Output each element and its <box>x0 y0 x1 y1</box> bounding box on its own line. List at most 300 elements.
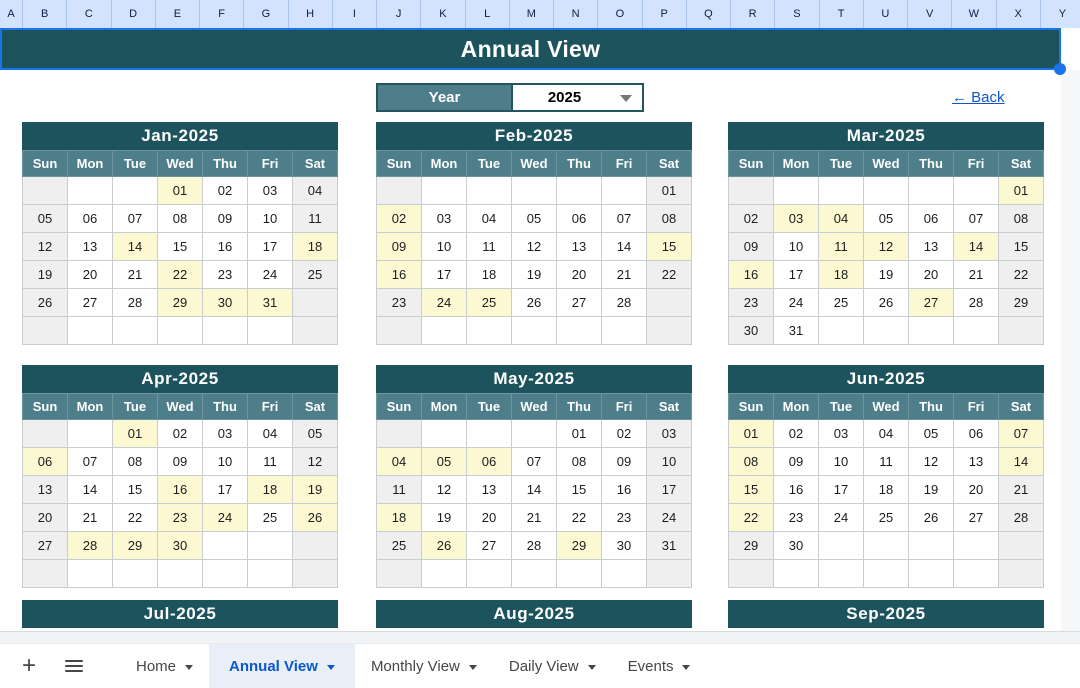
day-cell[interactable]: 07 <box>954 205 999 233</box>
day-cell[interactable]: 04 <box>377 448 422 476</box>
day-header: Wed <box>864 394 909 420</box>
day-cell[interactable] <box>954 532 999 560</box>
day-cell[interactable] <box>954 177 999 205</box>
day-cell[interactable] <box>293 317 338 345</box>
tab-label: Monthly View <box>370 657 460 675</box>
day-cell[interactable]: 06 <box>909 205 954 233</box>
day-cell[interactable]: 26 <box>512 289 557 317</box>
day-cell[interactable]: 11 <box>293 205 338 233</box>
day-cell[interactable]: 22 <box>113 504 158 532</box>
day-cell[interactable]: 16 <box>774 476 819 504</box>
day-cell[interactable] <box>602 560 647 588</box>
day-cell[interactable]: 29 <box>999 289 1044 317</box>
day-cell[interactable]: 11 <box>377 476 422 504</box>
day-cell[interactable]: 12 <box>293 448 338 476</box>
day-cell[interactable] <box>602 317 647 345</box>
day-cell[interactable]: 20 <box>909 261 954 289</box>
day-cell[interactable]: 02 <box>729 205 774 233</box>
day-cell[interactable]: 27 <box>909 289 954 317</box>
column-header-cell[interactable]: O <box>598 0 642 28</box>
day-cell[interactable] <box>909 532 954 560</box>
day-cell[interactable] <box>23 560 68 588</box>
day-cell[interactable] <box>819 560 864 588</box>
day-cell[interactable]: 14 <box>602 233 647 261</box>
column-header-cell[interactable]: E <box>156 0 200 28</box>
day-cell[interactable]: 13 <box>909 233 954 261</box>
day-cell[interactable]: 16 <box>377 261 422 289</box>
selection-handle[interactable] <box>1054 63 1066 75</box>
day-cell[interactable]: 19 <box>909 476 954 504</box>
day-cell[interactable] <box>557 177 602 205</box>
day-cell[interactable]: 25 <box>248 504 293 532</box>
day-header: Sun <box>23 151 68 177</box>
day-cell[interactable] <box>293 560 338 588</box>
day-cell[interactable]: 05 <box>512 205 557 233</box>
day-cell[interactable]: 01 <box>729 420 774 448</box>
month-block <box>22 600 338 628</box>
day-cell[interactable] <box>377 560 422 588</box>
day-cell[interactable] <box>864 317 909 345</box>
day-cell[interactable]: 03 <box>819 420 864 448</box>
day-cell[interactable] <box>248 532 293 560</box>
day-cell[interactable]: 14 <box>999 448 1044 476</box>
day-cell[interactable]: 15 <box>999 233 1044 261</box>
day-cell[interactable]: 23 <box>729 289 774 317</box>
day-cell[interactable]: 07 <box>113 205 158 233</box>
day-cell[interactable]: 01 <box>113 420 158 448</box>
day-cell[interactable] <box>512 560 557 588</box>
day-cell[interactable] <box>68 177 113 205</box>
tab-daily-view[interactable] <box>493 644 612 688</box>
day-cell[interactable]: 30 <box>729 317 774 345</box>
month-table <box>728 393 1044 588</box>
day-cell[interactable]: 13 <box>23 476 68 504</box>
day-cell[interactable]: 14 <box>68 476 113 504</box>
day-cell[interactable]: 09 <box>774 448 819 476</box>
day-cell[interactable]: 29 <box>158 289 203 317</box>
day-cell[interactable]: 05 <box>909 420 954 448</box>
day-cell[interactable]: 02 <box>158 420 203 448</box>
day-cell[interactable] <box>158 317 203 345</box>
day-cell[interactable]: 05 <box>23 205 68 233</box>
day-cell[interactable]: 19 <box>422 504 467 532</box>
add-sheet-button[interactable] <box>12 644 46 688</box>
day-cell[interactable]: 06 <box>23 448 68 476</box>
day-cell[interactable]: 28 <box>512 532 557 560</box>
day-cell[interactable]: 28 <box>602 289 647 317</box>
day-header: Fri <box>248 394 293 420</box>
day-cell[interactable]: 16 <box>203 233 248 261</box>
day-cell[interactable]: 02 <box>377 205 422 233</box>
day-cell[interactable]: 21 <box>113 261 158 289</box>
column-header-cell[interactable]: B <box>23 0 67 28</box>
day-cell[interactable]: 10 <box>819 448 864 476</box>
title-bar[interactable] <box>0 28 1061 70</box>
day-cell[interactable]: 07 <box>999 420 1044 448</box>
day-cell[interactable] <box>422 560 467 588</box>
day-cell[interactable]: 23 <box>774 504 819 532</box>
day-cell[interactable]: 13 <box>557 233 602 261</box>
column-header-cell[interactable]: A <box>0 0 23 28</box>
day-cell[interactable]: 22 <box>557 504 602 532</box>
day-cell[interactable]: 18 <box>293 233 338 261</box>
day-cell[interactable]: 26 <box>422 532 467 560</box>
day-cell[interactable]: 23 <box>377 289 422 317</box>
tab-events[interactable] <box>612 644 707 688</box>
day-cell[interactable]: 08 <box>557 448 602 476</box>
month-table <box>728 150 1044 345</box>
column-header-cell[interactable]: K <box>421 0 465 28</box>
day-cell[interactable] <box>203 560 248 588</box>
day-cell[interactable] <box>954 317 999 345</box>
day-cell[interactable]: 26 <box>909 504 954 532</box>
day-cell[interactable]: 08 <box>647 205 692 233</box>
column-header-cell[interactable]: S <box>775 0 819 28</box>
day-cell[interactable] <box>23 317 68 345</box>
day-cell[interactable] <box>293 289 338 317</box>
column-header-cell[interactable]: C <box>67 0 111 28</box>
day-cell[interactable] <box>467 177 512 205</box>
day-cell[interactable]: 15 <box>158 233 203 261</box>
column-header-cell[interactable]: H <box>289 0 333 28</box>
day-cell[interactable]: 13 <box>467 476 512 504</box>
day-cell[interactable] <box>422 317 467 345</box>
day-cell[interactable]: 17 <box>248 233 293 261</box>
day-cell[interactable]: 22 <box>647 261 692 289</box>
day-cell[interactable]: 04 <box>864 420 909 448</box>
day-cell[interactable]: 12 <box>864 233 909 261</box>
day-cell[interactable] <box>68 317 113 345</box>
day-cell[interactable]: 20 <box>23 504 68 532</box>
day-cell[interactable]: 16 <box>729 261 774 289</box>
column-header-cell[interactable]: V <box>908 0 952 28</box>
day-cell[interactable]: 05 <box>864 205 909 233</box>
day-cell[interactable]: 28 <box>68 532 113 560</box>
day-cell[interactable]: 31 <box>774 317 819 345</box>
day-cell[interactable]: 24 <box>248 261 293 289</box>
day-cell[interactable]: 03 <box>774 205 819 233</box>
day-cell[interactable] <box>248 317 293 345</box>
day-cell[interactable]: 08 <box>113 448 158 476</box>
day-cell[interactable]: 12 <box>23 233 68 261</box>
day-cell[interactable]: 21 <box>602 261 647 289</box>
day-cell[interactable]: 07 <box>602 205 647 233</box>
day-cell[interactable]: 01 <box>557 420 602 448</box>
day-cell[interactable]: 29 <box>113 532 158 560</box>
column-header-cell[interactable]: L <box>466 0 510 28</box>
tab-annual-view[interactable] <box>209 644 355 688</box>
day-cell[interactable] <box>647 560 692 588</box>
day-cell[interactable]: 18 <box>864 476 909 504</box>
day-cell[interactable] <box>203 532 248 560</box>
day-cell[interactable] <box>729 560 774 588</box>
day-cell[interactable]: 11 <box>819 233 864 261</box>
day-cell[interactable]: 25 <box>467 289 512 317</box>
day-cell[interactable]: 01 <box>999 177 1044 205</box>
column-header-cell[interactable]: J <box>377 0 421 28</box>
day-cell[interactable]: 13 <box>68 233 113 261</box>
day-cell[interactable]: 03 <box>248 177 293 205</box>
day-cell[interactable]: 14 <box>512 476 557 504</box>
day-cell[interactable]: 10 <box>248 205 293 233</box>
day-cell[interactable]: 14 <box>954 233 999 261</box>
day-cell[interactable] <box>377 317 422 345</box>
day-cell[interactable] <box>864 560 909 588</box>
day-cell[interactable]: 17 <box>819 476 864 504</box>
column-header-cell[interactable]: X <box>997 0 1041 28</box>
day-cell[interactable]: 19 <box>864 261 909 289</box>
all-sheets-button[interactable] <box>56 644 92 688</box>
day-cell[interactable]: 04 <box>293 177 338 205</box>
day-cell[interactable] <box>158 560 203 588</box>
day-cell[interactable] <box>864 177 909 205</box>
day-cell[interactable]: 26 <box>864 289 909 317</box>
day-cell[interactable] <box>819 532 864 560</box>
day-cell[interactable]: 23 <box>158 504 203 532</box>
day-cell[interactable]: 07 <box>512 448 557 476</box>
day-cell[interactable]: 08 <box>999 205 1044 233</box>
day-cell[interactable]: 05 <box>422 448 467 476</box>
day-cell[interactable] <box>113 560 158 588</box>
day-cell[interactable]: 27 <box>467 532 512 560</box>
day-cell[interactable] <box>909 317 954 345</box>
day-cell[interactable] <box>512 317 557 345</box>
day-cell[interactable] <box>774 560 819 588</box>
day-cell[interactable]: 11 <box>864 448 909 476</box>
column-header-cell[interactable]: U <box>864 0 908 28</box>
month-title: Jun-2025 <box>728 365 1044 393</box>
day-cell[interactable]: 21 <box>999 476 1044 504</box>
day-cell[interactable]: 18 <box>467 261 512 289</box>
day-cell[interactable] <box>113 317 158 345</box>
day-cell[interactable]: 05 <box>293 420 338 448</box>
day-cell[interactable]: 27 <box>557 289 602 317</box>
day-cell[interactable] <box>512 177 557 205</box>
day-cell[interactable]: 30 <box>602 532 647 560</box>
tab-monthly-view[interactable] <box>355 644 493 688</box>
day-cell[interactable]: 31 <box>248 289 293 317</box>
day-cell[interactable] <box>647 289 692 317</box>
column-header-cell[interactable]: R <box>731 0 775 28</box>
day-cell[interactable]: 08 <box>729 448 774 476</box>
day-cell[interactable] <box>422 420 467 448</box>
day-cell[interactable]: 30 <box>203 289 248 317</box>
year-dropdown[interactable] <box>511 85 642 110</box>
day-cell[interactable] <box>467 560 512 588</box>
day-cell[interactable]: 19 <box>23 261 68 289</box>
day-cell[interactable]: 27 <box>23 532 68 560</box>
day-cell[interactable]: 28 <box>954 289 999 317</box>
day-cell[interactable]: 29 <box>729 532 774 560</box>
day-cell[interactable]: 17 <box>203 476 248 504</box>
day-cell[interactable] <box>557 317 602 345</box>
day-cell[interactable]: 02 <box>203 177 248 205</box>
day-cell[interactable]: 19 <box>293 476 338 504</box>
day-cell[interactable]: 09 <box>158 448 203 476</box>
column-header-cell[interactable]: P <box>643 0 687 28</box>
day-cell[interactable]: 30 <box>158 532 203 560</box>
day-cell[interactable] <box>557 560 602 588</box>
day-cell[interactable]: 22 <box>729 504 774 532</box>
day-cell[interactable]: 21 <box>954 261 999 289</box>
day-cell[interactable]: 17 <box>422 261 467 289</box>
day-cell[interactable] <box>68 560 113 588</box>
day-cell[interactable]: 29 <box>557 532 602 560</box>
day-cell[interactable]: 26 <box>293 504 338 532</box>
day-cell[interactable]: 10 <box>422 233 467 261</box>
day-cell[interactable]: 02 <box>774 420 819 448</box>
day-cell[interactable]: 12 <box>909 448 954 476</box>
back-link[interactable]: ← Back <box>952 89 1005 106</box>
day-cell[interactable]: 18 <box>248 476 293 504</box>
day-cell[interactable] <box>864 532 909 560</box>
day-cell[interactable]: 06 <box>954 420 999 448</box>
day-cell[interactable]: 25 <box>293 261 338 289</box>
day-cell[interactable]: 16 <box>158 476 203 504</box>
day-cell[interactable] <box>909 177 954 205</box>
day-cell[interactable]: 04 <box>248 420 293 448</box>
day-cell[interactable]: 09 <box>602 448 647 476</box>
day-cell[interactable]: 09 <box>729 233 774 261</box>
day-cell[interactable] <box>203 317 248 345</box>
day-cell[interactable]: 30 <box>774 532 819 560</box>
day-cell[interactable] <box>113 177 158 205</box>
day-cell[interactable]: 20 <box>467 504 512 532</box>
month-block <box>376 600 692 628</box>
day-cell[interactable]: 18 <box>377 504 422 532</box>
day-cell[interactable] <box>774 177 819 205</box>
day-cell[interactable] <box>819 177 864 205</box>
day-cell[interactable] <box>647 317 692 345</box>
column-header-cell[interactable]: W <box>952 0 996 28</box>
day-cell[interactable]: 15 <box>729 476 774 504</box>
day-cell[interactable]: 14 <box>113 233 158 261</box>
chevron-down-icon <box>327 665 335 670</box>
day-cell[interactable]: 21 <box>512 504 557 532</box>
day-cell[interactable]: 17 <box>647 476 692 504</box>
day-cell[interactable] <box>293 532 338 560</box>
day-cell[interactable]: 20 <box>68 261 113 289</box>
day-cell[interactable]: 28 <box>113 289 158 317</box>
column-header-cell[interactable]: F <box>200 0 244 28</box>
day-cell[interactable] <box>467 317 512 345</box>
day-cell[interactable]: 03 <box>203 420 248 448</box>
column-header-cell[interactable]: N <box>554 0 598 28</box>
day-cell[interactable]: 13 <box>954 448 999 476</box>
day-cell[interactable] <box>248 560 293 588</box>
day-cell[interactable]: 06 <box>68 205 113 233</box>
day-cell[interactable]: 06 <box>557 205 602 233</box>
day-cell[interactable] <box>422 177 467 205</box>
day-cell[interactable]: 20 <box>557 261 602 289</box>
day-cell[interactable]: 02 <box>602 420 647 448</box>
day-cell[interactable]: 15 <box>113 476 158 504</box>
day-cell[interactable]: 26 <box>23 289 68 317</box>
day-cell[interactable]: 21 <box>68 504 113 532</box>
day-cell[interactable]: 08 <box>158 205 203 233</box>
day-cell[interactable]: 09 <box>377 233 422 261</box>
day-cell[interactable]: 17 <box>774 261 819 289</box>
day-cell[interactable]: 03 <box>422 205 467 233</box>
day-cell[interactable] <box>23 177 68 205</box>
day-cell[interactable]: 23 <box>203 261 248 289</box>
day-cell[interactable]: 01 <box>158 177 203 205</box>
day-cell[interactable]: 25 <box>819 289 864 317</box>
day-cell[interactable]: 19 <box>512 261 557 289</box>
day-cell[interactable]: 27 <box>954 504 999 532</box>
column-header-cell[interactable]: Q <box>687 0 731 28</box>
day-cell[interactable]: 04 <box>467 205 512 233</box>
day-cell[interactable]: 24 <box>422 289 467 317</box>
day-cell[interactable]: 06 <box>467 448 512 476</box>
column-header-cell[interactable]: D <box>112 0 156 28</box>
day-cell[interactable]: 22 <box>999 261 1044 289</box>
day-cell[interactable]: 10 <box>774 233 819 261</box>
tab-home[interactable] <box>120 644 209 688</box>
day-cell[interactable] <box>909 560 954 588</box>
day-cell[interactable]: 16 <box>602 476 647 504</box>
day-cell[interactable] <box>377 177 422 205</box>
day-cell[interactable]: 24 <box>774 289 819 317</box>
day-cell[interactable] <box>729 177 774 205</box>
day-cell[interactable] <box>999 532 1044 560</box>
day-cell[interactable]: 15 <box>647 233 692 261</box>
day-header: Sun <box>729 394 774 420</box>
day-cell[interactable]: 27 <box>68 289 113 317</box>
day-cell[interactable]: 24 <box>819 504 864 532</box>
day-cell[interactable]: 25 <box>864 504 909 532</box>
day-cell[interactable]: 22 <box>158 261 203 289</box>
day-cell[interactable]: 04 <box>819 205 864 233</box>
column-header-cell[interactable]: I <box>333 0 377 28</box>
day-cell[interactable] <box>999 560 1044 588</box>
day-cell[interactable]: 18 <box>819 261 864 289</box>
day-cell[interactable]: 23 <box>602 504 647 532</box>
day-cell[interactable]: 10 <box>203 448 248 476</box>
day-cell[interactable] <box>23 420 68 448</box>
day-cell[interactable]: 09 <box>203 205 248 233</box>
day-cell[interactable]: 20 <box>954 476 999 504</box>
day-cell[interactable]: 01 <box>647 177 692 205</box>
column-header-cell[interactable]: M <box>510 0 554 28</box>
day-cell[interactable]: 10 <box>647 448 692 476</box>
month-block <box>376 365 692 588</box>
column-header-cell[interactable]: T <box>820 0 864 28</box>
day-cell[interactable] <box>512 420 557 448</box>
day-cell[interactable] <box>467 420 512 448</box>
day-cell[interactable] <box>68 420 113 448</box>
day-cell[interactable] <box>999 317 1044 345</box>
day-cell[interactable]: 03 <box>647 420 692 448</box>
day-cell[interactable]: 11 <box>248 448 293 476</box>
day-cell[interactable]: 11 <box>467 233 512 261</box>
day-cell[interactable]: 24 <box>203 504 248 532</box>
day-cell[interactable]: 07 <box>68 448 113 476</box>
day-cell[interactable]: 15 <box>557 476 602 504</box>
day-cell[interactable]: 31 <box>647 532 692 560</box>
day-cell[interactable] <box>602 177 647 205</box>
day-cell[interactable]: 24 <box>647 504 692 532</box>
day-cell[interactable] <box>954 560 999 588</box>
day-cell[interactable] <box>377 420 422 448</box>
day-cell[interactable]: 28 <box>999 504 1044 532</box>
day-cell[interactable]: 25 <box>377 532 422 560</box>
column-header-cell[interactable]: G <box>244 0 288 28</box>
day-cell[interactable] <box>819 317 864 345</box>
day-cell[interactable]: 12 <box>512 233 557 261</box>
day-cell[interactable]: 12 <box>422 476 467 504</box>
column-header-cell[interactable]: Y <box>1041 0 1080 28</box>
